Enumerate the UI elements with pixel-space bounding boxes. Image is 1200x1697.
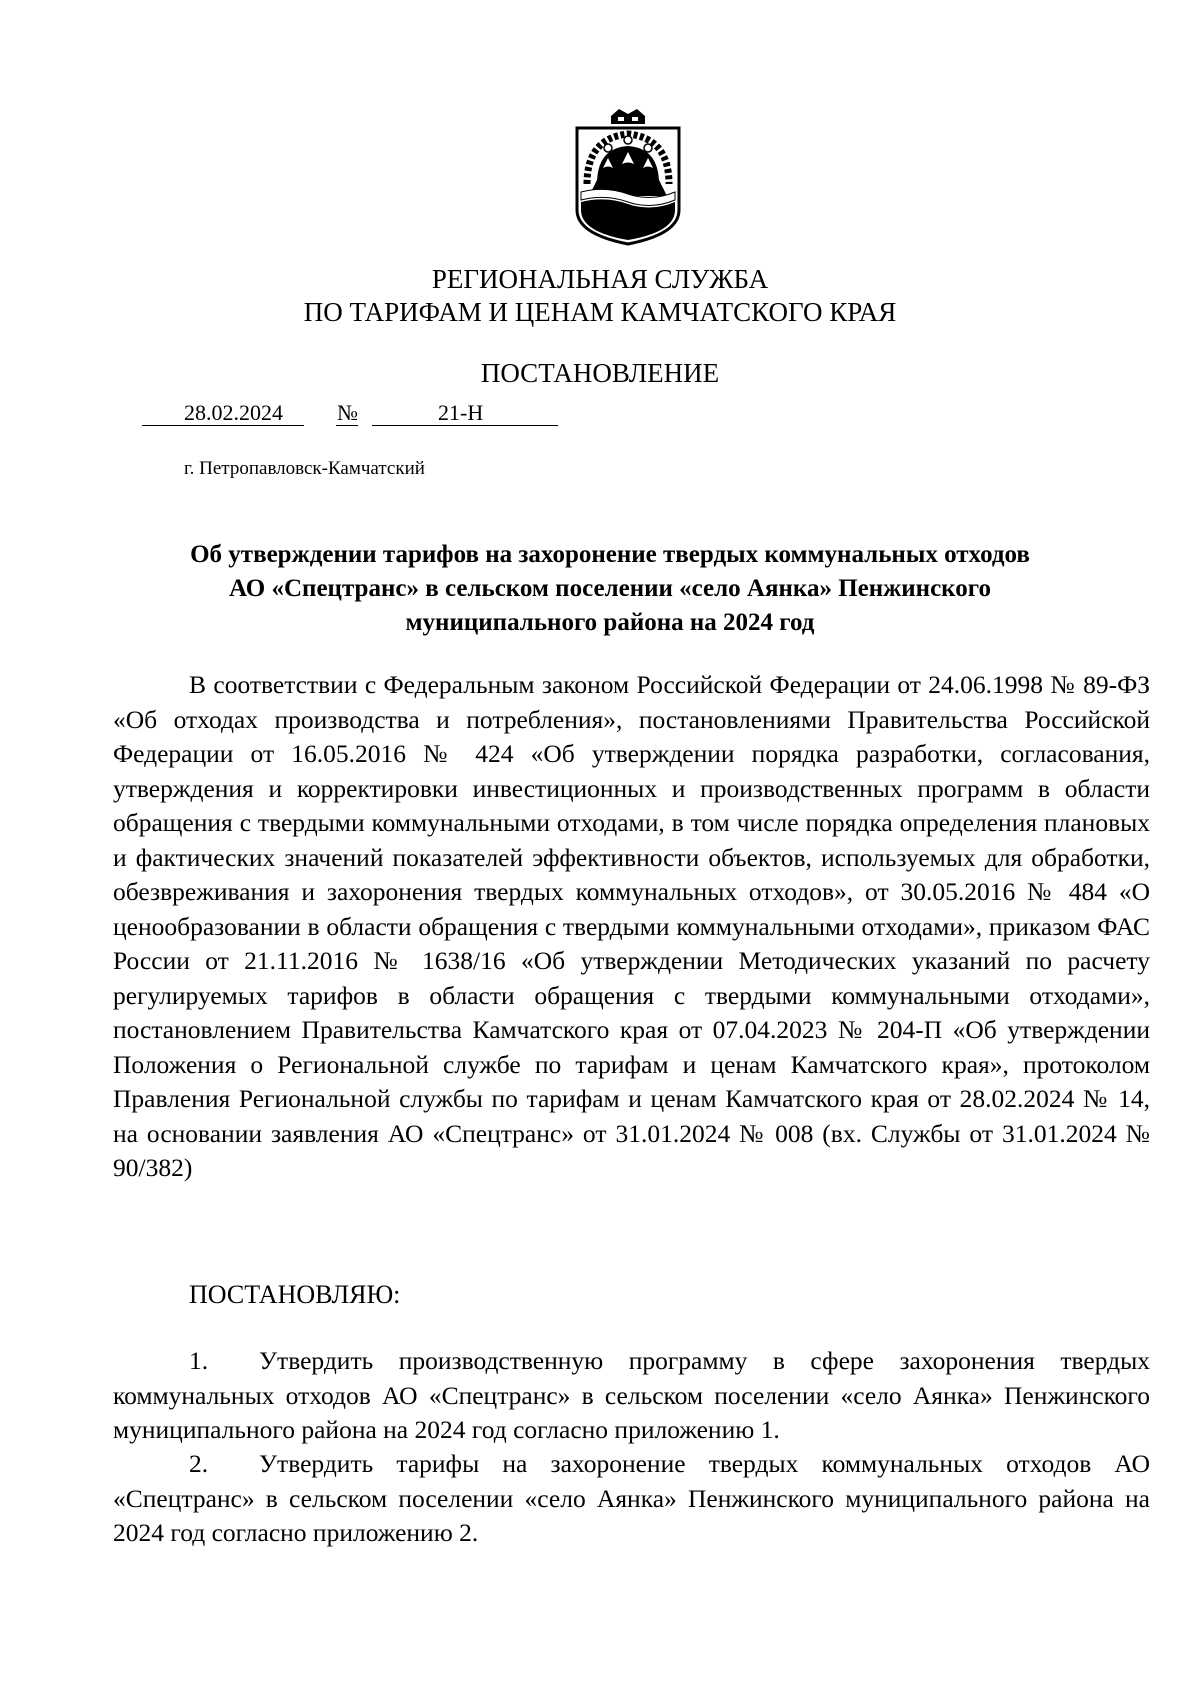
item-number: 1. (189, 1346, 209, 1375)
decree-heading: ПОСТАНОВЛЯЮ: (189, 1280, 401, 1309)
title-line-1: Об утверждении тарифов на захоронение твердых коммунальных отходов (190, 541, 1030, 568)
number-sign: № (337, 400, 358, 425)
document-title (110, 538, 1110, 640)
document-place: г. Петропавловск-Камчатский (184, 458, 425, 479)
item-text: Утвердить тарифы на захоронение твердых коммунальных отходов АО «Спецтранс» в сельском поселении «село Аянка» Пенжинского муниципального района на 2024 год согласно приложению 2. (113, 1449, 1150, 1547)
agency-name (0, 263, 1200, 329)
title-line-2: АО «Спецтранс» в сельском поселении «село Аянка» Пенжинского (229, 575, 991, 602)
item-text: Утвердить производственную программу в сфере захоронения твердых коммунальных отходов АО «Спецтранс» в сельском поселении «село Аянка» Пенжинского муниципального района на 2024 год согласно приложению 1. (113, 1346, 1150, 1444)
preamble-paragraph: В соответствии с Федеральным законом Российской Федерации от 24.06.1998 № 89-ФЗ «Об отходах производства и потребления», постановлениями Правительства Российской Федерации от 16.05.2016 № 424 «Об утверждении порядка разработки, согласования, утверждения и корректировки инвестиционных и производственных программ в области обращения с твердыми коммунальными отходами, в том числе порядка определения плановых и фактических значений показателей эффективности объектов, используемых для обработки, обезвреживания и захоронения твердых коммунальных отходов», от 30.05.2016 № 484 «О ценообразовании в области обращения с твердыми коммунальными отходами», приказом ФАС России от 21.11.2016 № 1638/16 «Об утверждении Методических указаний по расчету регулируемых тарифов в области обращения с твердыми коммунальными отходами», постановлением Правительства Камчатского края от 07.04.2023 № 204-П «Об утверждении Положения о Региональной службе по тарифам и ценам Камчатского края», протоколом Правления Региональной службы по тарифам и ценам Камчатского края от 28.02.2024 № 14, на основании заявления АО «Спецтранс» от 31.01.2024 № 008 (вх. Службы от 31.01.2024 № 90/382) (113, 670, 1150, 1182)
kamchatka-coat-of-arms-icon (575, 108, 681, 246)
document-date: 28.02.2024 (184, 400, 283, 425)
list-item (113, 1344, 1150, 1448)
title-line-3: муниципального района на 2024 год (405, 609, 815, 636)
document-type: ПОСТАНОВЛЕНИЕ (480, 358, 720, 388)
document-number: 21-Н (438, 400, 484, 425)
agency-line-1: РЕГИОНАЛЬНАЯ СЛУЖБА (431, 264, 769, 294)
item-number: 2. (189, 1449, 209, 1478)
list-item (113, 1447, 1150, 1551)
agency-line-2: ПО ТАРИФАМ И ЦЕНАМ КАМЧАТСКОГО КРАЯ (303, 297, 897, 327)
